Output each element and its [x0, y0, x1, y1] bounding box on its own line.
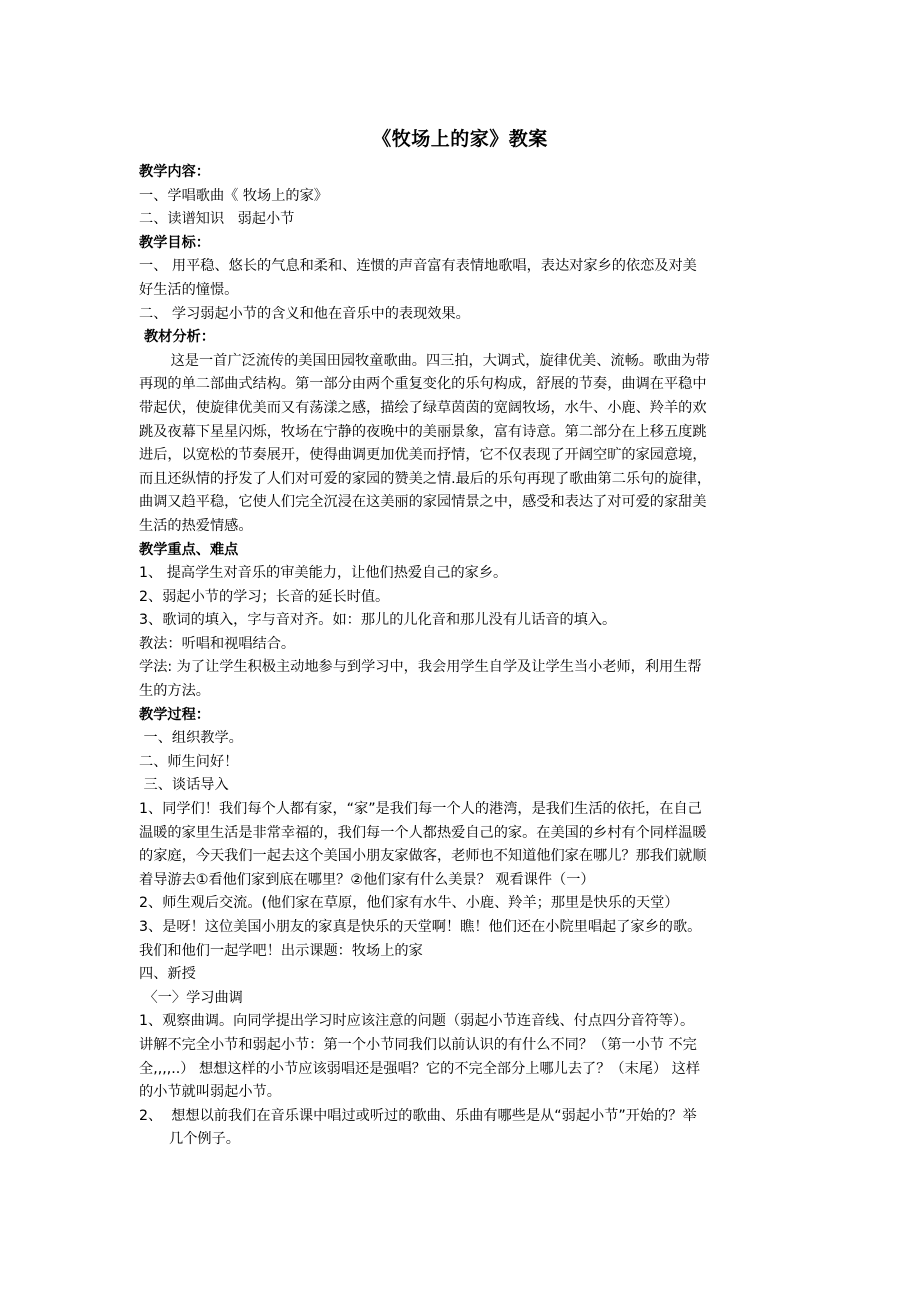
text-line: 这是一首广泛流传的美国田园牧童歌曲。四三拍，大调式，旋律优美、流畅。歌曲为带 — [139, 352, 710, 369]
text-line: 2、师生观后交流。(他们家在草原，他们家有水牛、小鹿、羚羊；那里是快乐的天堂） — [139, 895, 679, 912]
text-line: 二、 学习弱起小节的含义和他在音乐中的表现效果。 — [139, 305, 470, 322]
text-line: 几个例子。 — [169, 1131, 240, 1148]
text-line: 曲调又趋平稳，它使人们完全沉浸在这美丽的家园情景之中，感受和表达了对可爱的家甜美 — [139, 494, 707, 511]
text-line: 学法: 为了让学生积极主动地参与到学习中，我会用学生自学及让学生当小老师，利用生帮 — [139, 659, 702, 676]
text-line: 而且还纵情的抒发了人们对可爱的家园的赞美之情.最后的乐句再现了歌曲第二乐句的旋律， — [139, 470, 712, 487]
text-line: 讲解不完全小节和弱起小节：第一个小节同我们以前认识的有什么不同？（第一小节 不完 — [139, 1036, 697, 1053]
text-line: 3、歌词的填入，字与音对齐。如：那儿的儿化音和那儿没有儿话音的填入。 — [139, 612, 617, 629]
text-line: 1、观察曲调。向同学提出学习时应该注意的问题（弱起小节连音线、付点四分音符等）。 — [139, 1013, 695, 1030]
text-line: 二、读谱知识 弱起小节 — [139, 211, 295, 228]
text-line: 的小节就叫弱起小节。 — [139, 1084, 281, 1101]
section-heading: 教学内容： — [139, 164, 210, 180]
text-line: 3、是呀！这位美国小朋友的家真是快乐的天堂啊！瞧！他们还在小院里唱起了家乡的歌。 — [139, 919, 702, 935]
text-line: 的家庭，今天我们一起去这个美国小朋友家做客，老师也不知道他们家在哪儿？那我们就顺 — [139, 848, 707, 865]
text-line: 再现的单二部曲式结构。第一部分由两个重复变化的乐句构成，舒展的节奏，曲调在平稳中 — [139, 376, 707, 393]
text-line: 1、同学们！我们每个人都有家，“家”是我们每一个人的港湾，是我们生活的依托，在自己 — [139, 801, 702, 818]
text-line: 一、学唱歌曲《 牧场上的家》 — [139, 187, 328, 204]
text-line: 2、 想想以前我们在音乐课中唱过或听过的歌曲、乐曲有哪些是从“弱起小节”开始的？举 — [139, 1107, 697, 1124]
text-line: 好生活的憧憬。 — [139, 281, 239, 298]
text-line: 二、师生问好！ — [139, 753, 239, 770]
text-line: 温暖的家里生活是非常幸福的，我们每一个人都热爱自己的家。在美国的乡村有个同样温暖 — [139, 824, 707, 841]
text-line: 一、 用平稳、悠长的气息和柔和、连惯的声音富有表情地歌唱，表达对家乡的依恋及对美 — [139, 258, 697, 275]
text-line: 〈一〉学习曲调 — [139, 989, 243, 1006]
text-line: 带起伏，使旋律优美而又有荡漾之感，描绘了绿草茵茵的宽阔牧场，水牛、小鹿、羚羊的欢 — [139, 399, 707, 416]
text-line: 生活的热爱情感。 — [139, 517, 253, 534]
section-heading: 教学目标： — [139, 234, 210, 251]
text-line: 三、谈话导入 — [139, 777, 229, 794]
text-line: 1、 提高学生对音乐的审美能力，让他们热爱自己的家乡。 — [139, 565, 508, 582]
text-line: 全,,,,..） 想想这样的小节应该弱唱还是强唱？它的不完全部分上哪儿去了？（末尾） 这样 — [139, 1060, 701, 1077]
text-line: 四、新授 — [139, 966, 196, 983]
section-heading: 教学过程： — [139, 706, 210, 723]
text-line: 着导游去①看他们家到底在哪里？②他们家有什么美景？ 观看课件（一） — [139, 871, 595, 888]
text-line: 生的方法。 — [139, 683, 210, 700]
section-heading: 教学重点、难点 — [139, 541, 239, 558]
text-line: 进后，以宽松的节奏展开，使得曲调更加优美而抒情，它不仅表现了开阔空旷的家园意境， — [139, 447, 707, 464]
section-heading: 教材分析： — [139, 329, 215, 346]
text-line: 一、组织教学。 — [139, 730, 243, 747]
text-line: 教法：听唱和视唱结合。 — [139, 635, 296, 652]
document-body — [139, 161, 787, 1152]
document-title: 《牧场上的家》教案 — [372, 128, 548, 150]
text-line: 跳及夜幕下星星闪烁，牧场在宁静的夜晚中的美丽景象，富有诗意。第二部分在上移五度跳 — [139, 423, 707, 440]
text-line: 2、弱起小节的学习；长音的延长时值。 — [139, 588, 390, 605]
text-line: 我们和他们一起学吧！出示课题：牧场上的家 — [139, 942, 423, 959]
